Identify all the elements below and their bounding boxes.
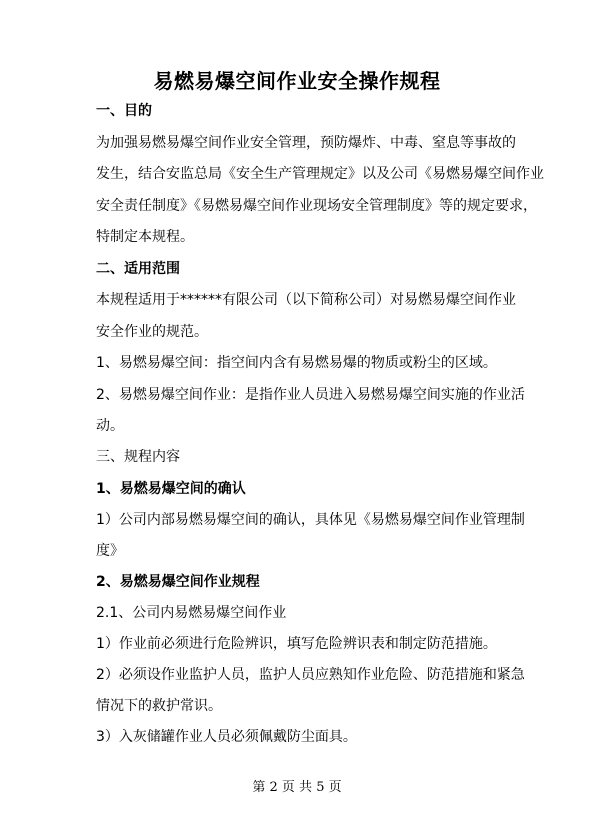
paragraph-line: 安全作业的规范。 bbox=[96, 324, 208, 340]
subsection-heading-confirmation: 1、易燃易爆空间的确认 bbox=[96, 481, 246, 497]
paragraph-line: 3）入灰储罐作业人员必须佩戴防尘面具。 bbox=[96, 729, 357, 745]
paragraph-line: 安全责任制度》《易燃易爆空间作业现场安全管理制度》等的规定要求， bbox=[96, 198, 537, 214]
paragraph-line: 1）作业前必须进行危险辨识，填写危险辨识表和制定防范措施。 bbox=[96, 636, 497, 652]
page-footer: 第 2 页 共 5 页 bbox=[252, 780, 342, 795]
section-heading-content: 三、规程内容 bbox=[96, 449, 180, 465]
paragraph-line: 2.1、公司内易燃易爆空间作业 bbox=[96, 605, 287, 621]
paragraph-line: 1）公司内部易燃易爆空间的确认，具体见《易燃易爆空间作业管理制 bbox=[96, 512, 525, 528]
paragraph-line: 度》 bbox=[96, 543, 124, 559]
subsection-heading-procedure: 2、易燃易爆空间作业规程 bbox=[96, 574, 260, 590]
paragraph-line: 为加强易燃易爆空间作业安全管理，预防爆炸、中毒、窒息等事故的 bbox=[96, 135, 516, 151]
section-heading-purpose: 一、目的 bbox=[96, 103, 152, 119]
section-heading-scope: 二、适用范围 bbox=[96, 261, 180, 277]
paragraph-line: 1、易燃易爆空间：指空间内含有易燃易爆的物质或粉尘的区域。 bbox=[96, 355, 497, 371]
paragraph-line: 2）必须设作业监护人员，监护人员应熟知作业危险、防范措施和紧急 bbox=[96, 667, 525, 683]
paragraph-line: 发生，结合安监总局《安全生产管理规定》以及公司《易燃易爆空间作业 bbox=[96, 166, 544, 182]
paragraph-line: 特制定本规程。 bbox=[96, 229, 194, 245]
paragraph-line: 动。 bbox=[96, 418, 124, 434]
page-title: 易燃易爆空间作业安全操作规程 bbox=[153, 69, 441, 93]
paragraph-line: 2、易燃易爆空间作业：是指作业人员进入易燃易爆空间实施的作业活 bbox=[96, 387, 525, 403]
paragraph-line: 本规程适用于******有限公司（以下简称公司）对易燃易爆空间作业 bbox=[96, 292, 516, 308]
paragraph-line: 情况下的救护常识。 bbox=[96, 698, 222, 714]
